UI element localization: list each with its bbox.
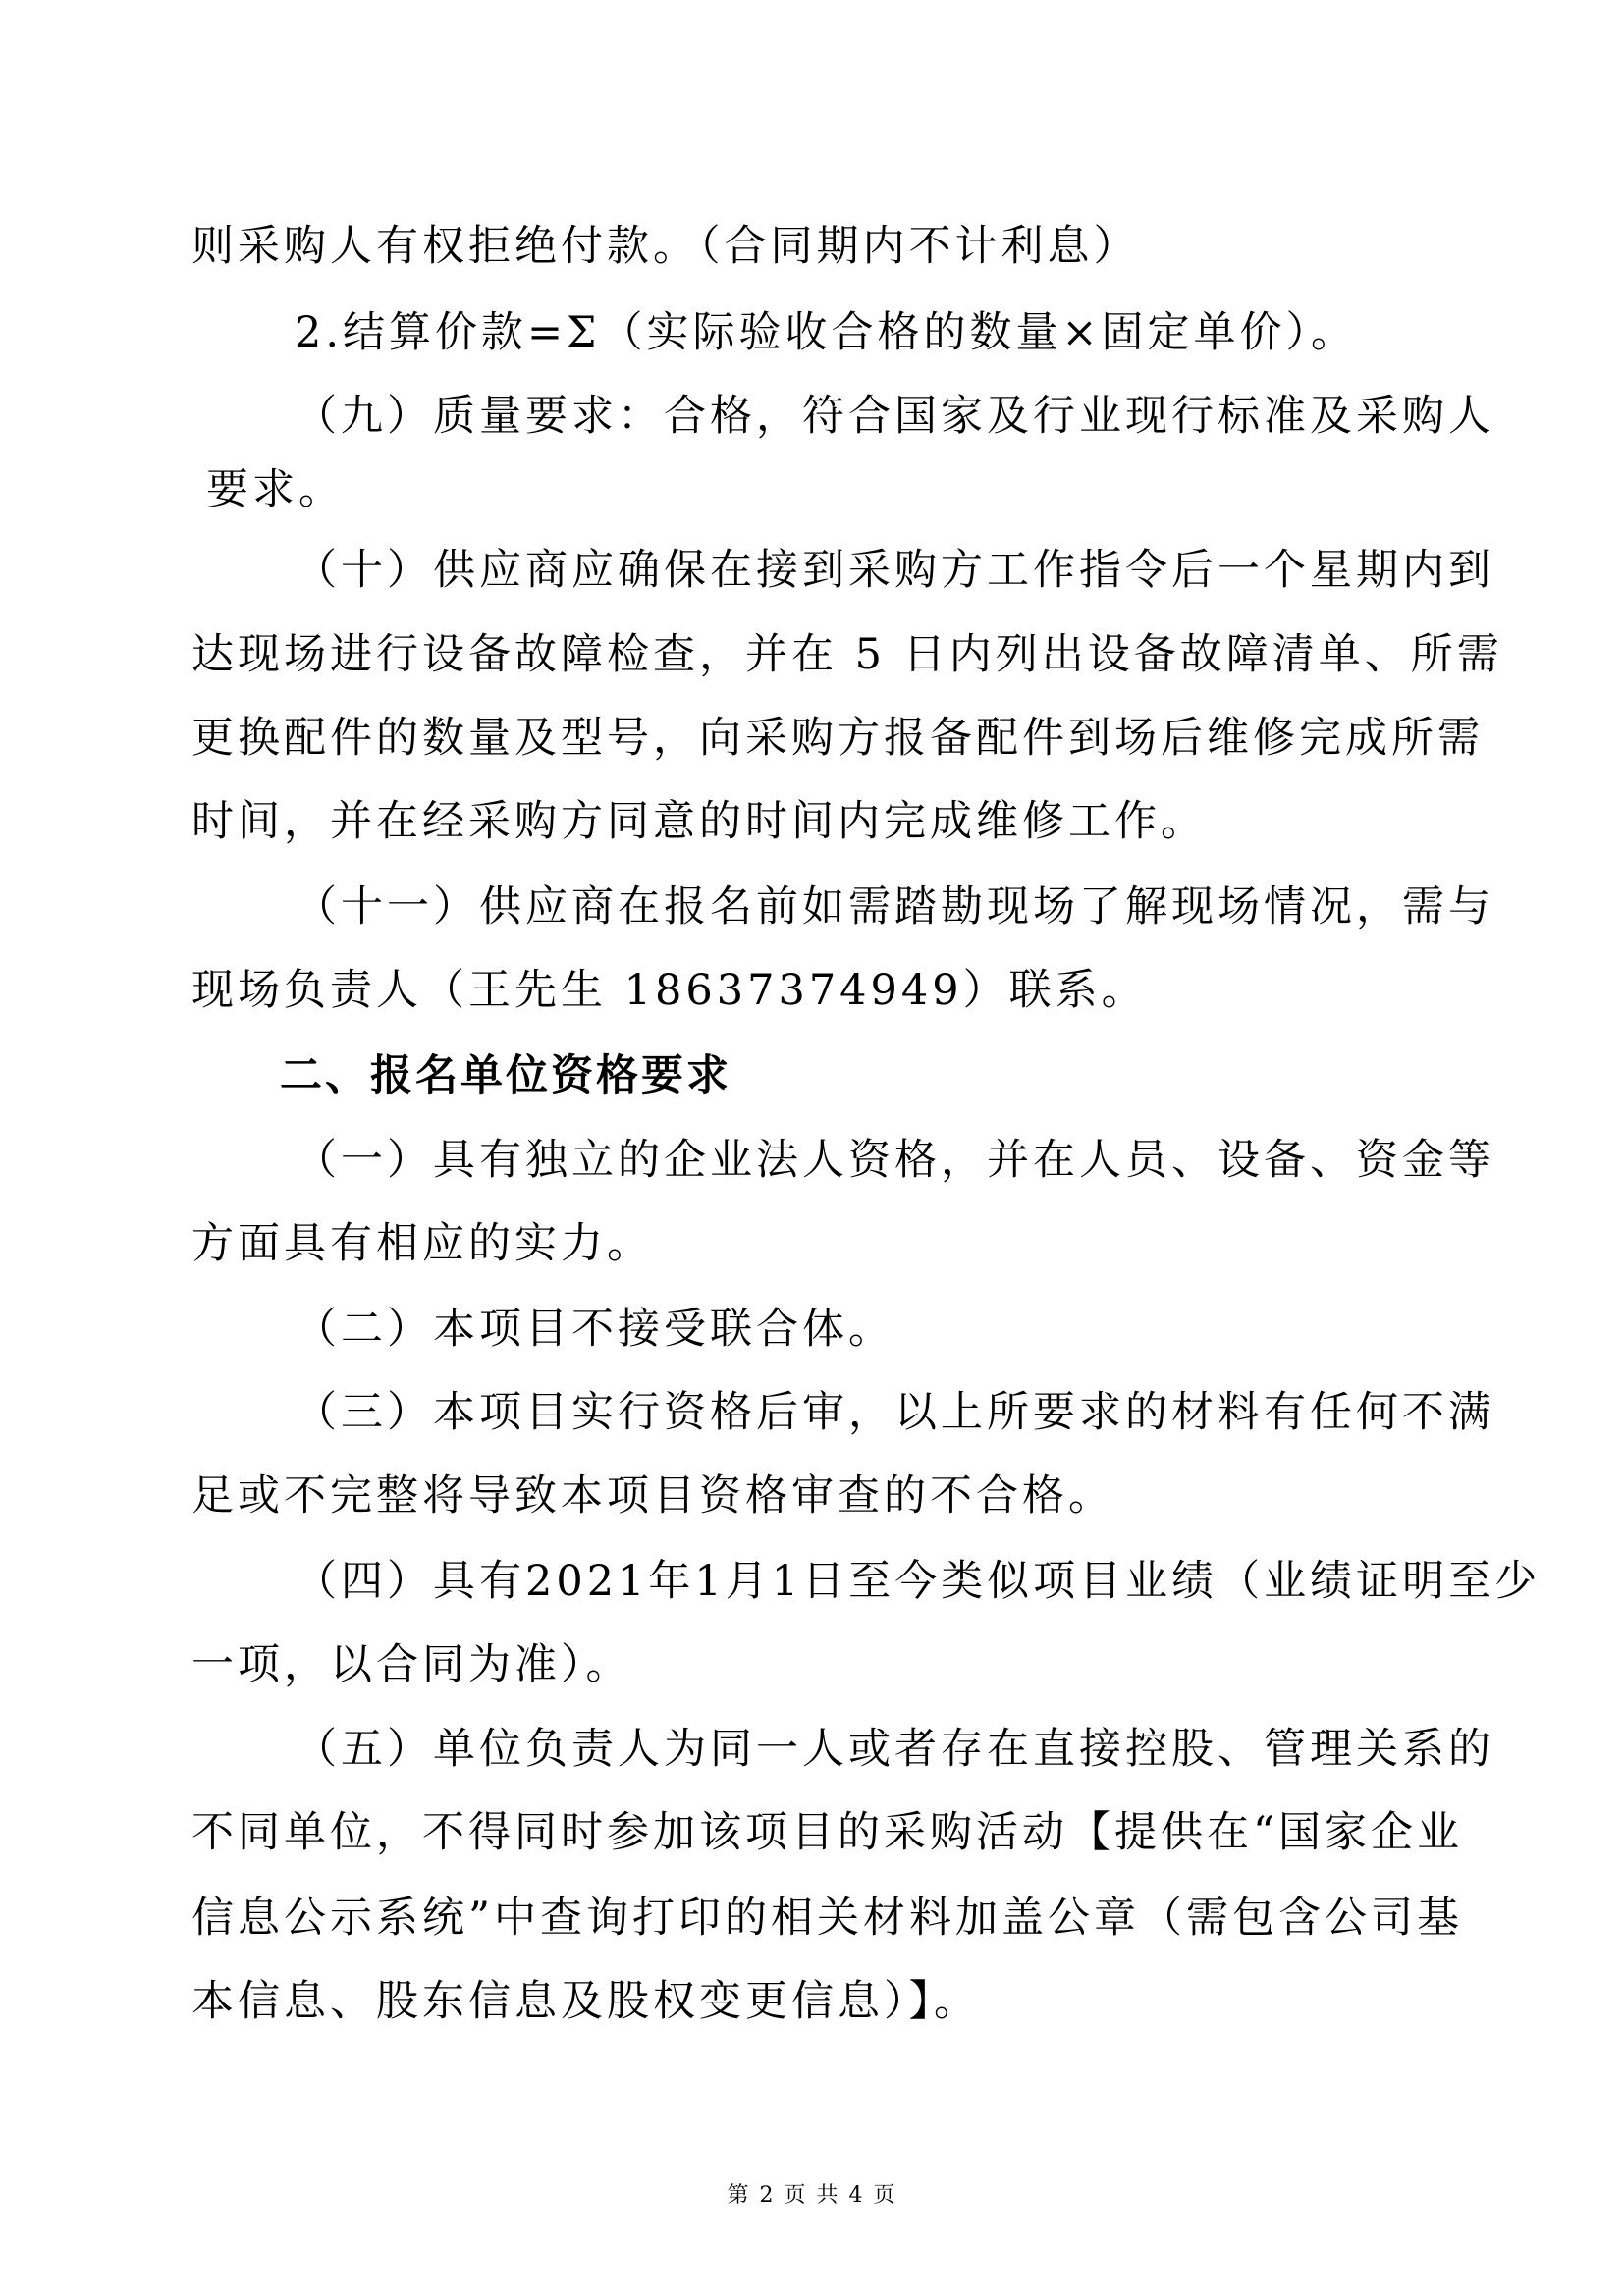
text-line: 一项，以合同为准）。 <box>191 1640 632 1689</box>
text-line: 达现场进行设备故障检查，并在 5 日内列出设备故障清单、所需 <box>191 630 1503 679</box>
text-line: （四）具有2021年1月1日至今类似项目业绩（业绩证明至少 <box>295 1557 1542 1606</box>
text-line: （十一）供应商在报名前如需踏勘现场了解现场情况，需与 <box>295 882 1494 932</box>
text-line: （一）具有独立的企业法人资格，并在人员、设备、资金等 <box>295 1136 1494 1185</box>
page-footer: 第 2 页 共 4 页 <box>727 2183 897 2208</box>
text-line: 更换配件的数量及型号，向采购方报备配件到场后维修完成所需 <box>191 714 1484 763</box>
text-line: 足或不完整将导致本项目资格审查的不合格。 <box>191 1471 1114 1521</box>
text-line: （五）单位负责人为同一人或者存在直接控股、管理关系的 <box>295 1725 1494 1774</box>
text-line: 要求。 <box>206 465 345 514</box>
text-line: 方面具有相应的实力。 <box>191 1219 653 1268</box>
text-line: 时间，并在经采购方同意的时间内完成维修工作。 <box>191 797 1207 846</box>
section-heading: 二、报名单位资格要求 <box>280 1051 731 1100</box>
text-line: （二）本项目不接受联合体。 <box>295 1305 894 1354</box>
text-line: 不同单位，不得同时参加该项目的采购活动【提供在“国家企业 <box>191 1808 1463 1857</box>
text-line: （三）本项目实行资格后审，以上所要求的材料有任何不满 <box>295 1388 1494 1437</box>
text-line: （十）供应商应确保在接到采购方工作指令后一个星期内到 <box>295 546 1494 595</box>
text-line: 现场负责人（王先生 18637374949）联系。 <box>191 966 1148 1015</box>
text-line: 信息公示系统”中查询打印的相关材料加盖公章（需包含公司基 <box>191 1894 1463 1943</box>
text-line: 2.结算价款=Σ（实际验收合格的数量×固定单价）。 <box>295 308 1357 357</box>
text-line: 本信息、股东信息及股权变更信息）】。 <box>191 1977 980 2026</box>
text-line: （九）质量要求：合格，符合国家及行业现行标准及采购人 <box>295 392 1494 441</box>
text-line: 则采购人有权拒绝付款。（合同期内不计利息） <box>191 222 1140 271</box>
